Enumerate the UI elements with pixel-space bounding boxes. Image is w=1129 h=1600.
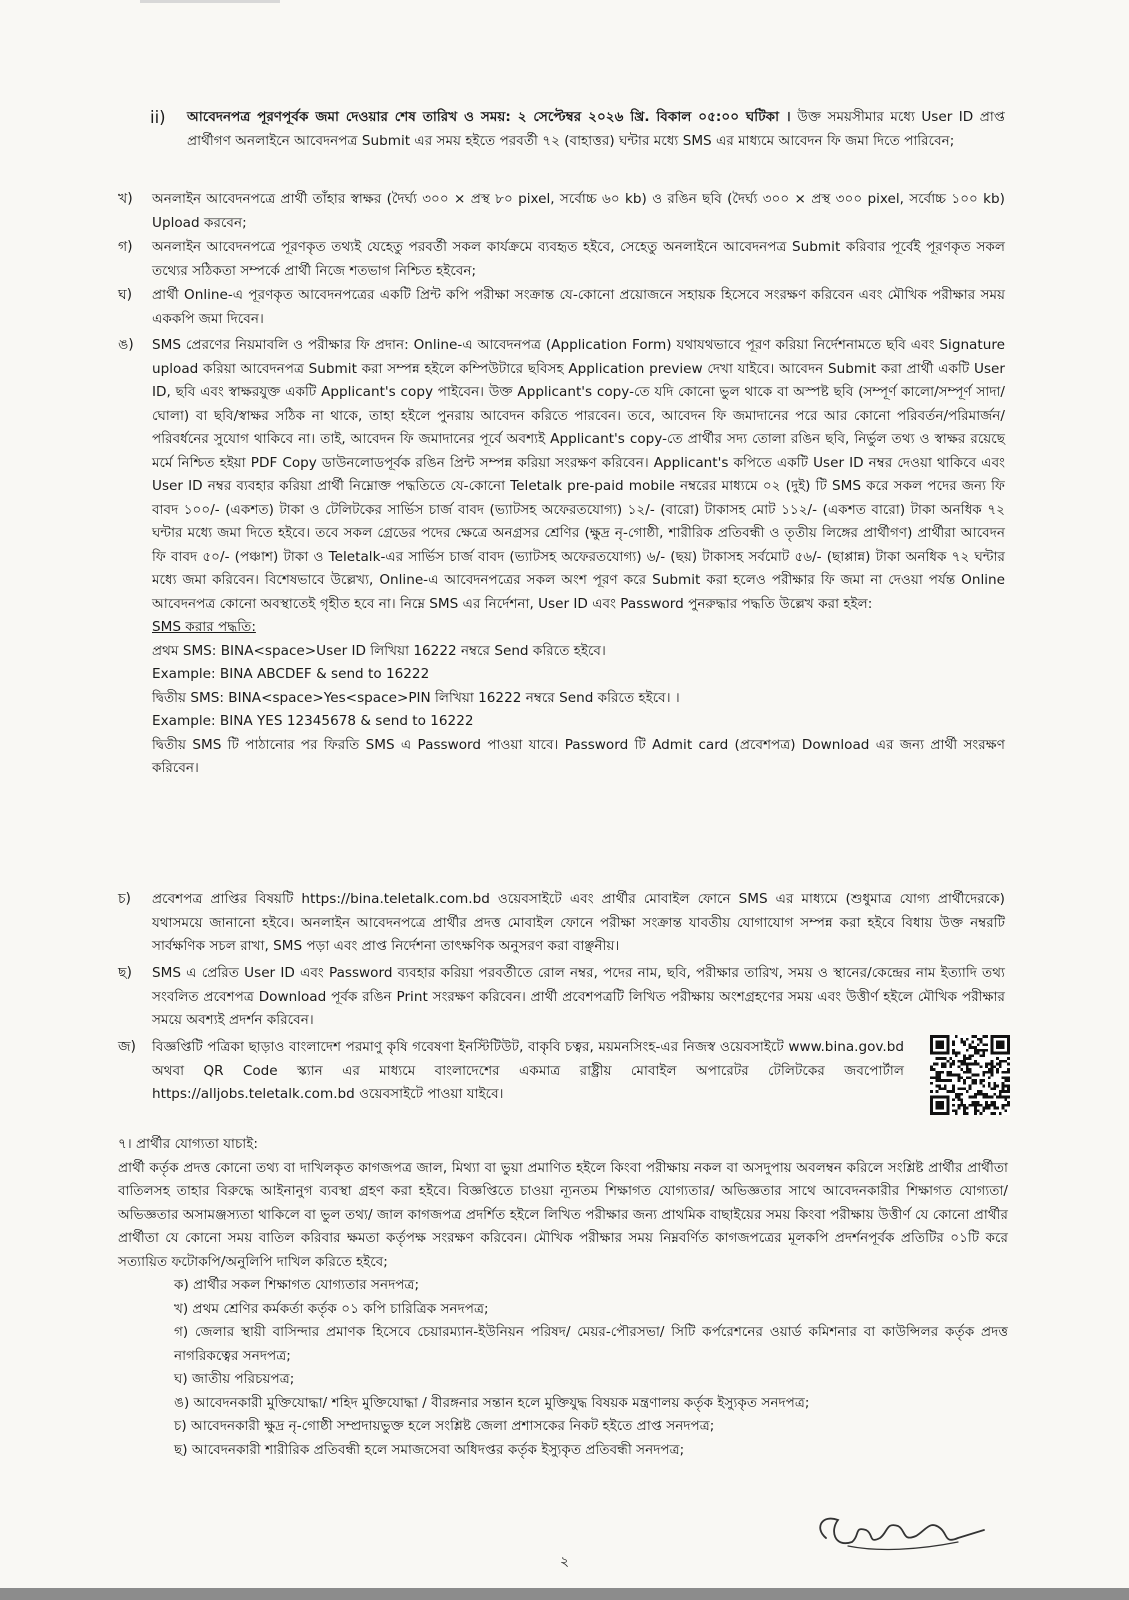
page-number: ২ bbox=[559, 1554, 570, 1570]
list-item: গ) জেলার স্থায়ী বাসিন্দার প্রমাণক হিসেবে চেয়ারম্যান-ইউনিয়ন পরিষদ/ মেয়র-পৌরসভা/ সিটি কর্পরেশনের ওয়ার্ড কমিশনার বা কাউন্সিলর কর্তৃক প্রদত্ত নাগরিকত্বের সনদপত্র; bbox=[174, 1324, 1008, 1364]
scan-edge-bar bbox=[0, 1588, 1129, 1600]
qr-code-icon bbox=[930, 1035, 1010, 1115]
item-ii-deadline: আবেদনপত্র পূরণপূর্বক জমা দেওয়ার শেষ তারিখ ও সময়: ২ সেপ্টেম্বর ২০২৬ খ্রি. বিকাল ০৫:০০ ঘটিকা । bbox=[187, 109, 791, 125]
item-ii-marker: ii) bbox=[150, 108, 166, 127]
item-chha-marker: ছ) bbox=[118, 965, 132, 981]
sms-method-title: SMS করার পদ্ধতি: bbox=[152, 619, 256, 635]
item-ja-marker: জ) bbox=[118, 1039, 136, 1055]
list-item: চ) আবেদনকারী ক্ষুদ্র নৃ-গোষ্ঠী সম্প্রদায়ভুক্ত হলে সংশ্লিষ্ট জেলা প্রশাসকের নিকট হইতে প্রাপ্ত সনদপত্র; bbox=[174, 1418, 715, 1434]
list-item: খ) প্রথম শ্রেণির কর্মকর্তা কর্তৃক ০১ কপি চারিত্রিক সনদপত্র; bbox=[174, 1300, 489, 1317]
item-ja-text: বিজ্ঞপ্তিটি পত্রিকা ছাড়াও বাংলাদেশ পরমাণু কৃষি গবেষণা ইনস্টিটিউট, বাকৃবি চত্বর, ময়মনসিংহ-এর নিজস্ব ওয়েবসাইটে www.bina.gov.bd অথবা QR Code স্ক্যান এর মাধ্যমে বাংলাদেশের একমাত্র রাষ্ট্রীয় মোবাইল অপারেটর টেলিটকের জবপোর্টাল https://alljobs.teletalk.com.bd ওয়েবসাইটে পাওয়া যাইবে। bbox=[152, 1039, 904, 1102]
sms-fee-instructions: SMS প্রেরণের নিয়মাবলি ও পরীক্ষার ফি প্রদান: Online-এ আবেদনপত্র (Application Form) যথাযথভাবে পূরণ করিয়া নির্দেশনামতে ছবি এবং Signature upload করিয়া আবেদনপত্র Submit করা সম্পন্ন হইলে কম্পিউটারে ছবিসহ Application preview দেখা যাইবে। আবেদন Submit করা প্রার্থী একটি User ID, ছবি এবং স্বাক্ষরযুক্ত একটি Applicant's copy পাইবেন। উক্ত Applicant's copy-তে যদি কোনো ভুল থাকে বা অস্পষ্ট ছবি (সম্পূর্ণ কালো/সম্পূর্ণ সাদা/ঘোলা) বা ছবি/স্বাক্ষর সঠিক না থাকে, তাহা হইলে পুনরায় আবেদন করিতে পারবেন। তবে, আবেদন ফি জমাদানের পরে আর কোনো পরিবর্তন/পরিমার্জন/পরিবর্ধনের সুযোগ থাকিবে না। তাই, আবেদন ফি জমাদানের পূর্বে অবশ্যই Applicant's copy-তে প্রার্থীর সদ্য তোলা রঙিন ছবি, নির্ভুল তথ্য ও স্বাক্ষর রয়েছে মর্মে নিশ্চিত হইয়া PDF Copy ডাউনলোডপূর্বক রঙিন প্রিন্ট সম্পন্ন করিয়া সংরক্ষণ করিবেন। Applicant's কপিতে একটি User ID নম্বর দেওয়া থাকিবে এবং User ID নম্বর ব্যবহার করিয়া প্রার্থী নিম্নোক্ত পদ্ধতিতে যে-কোনো Teletalk pre-paid mobile নম্বরের মাধ্যমে ০২ (দুই) টি SMS করে সকল পদের জন্য ফি বাবদ ১০০/- (একশত) টাকা ও টেলিটকের সার্ভিস চার্জ বাবদ (ভ্যাটসহ অফেরতযোগ্য) ১২/- (বারো) টাকাসহ মোট ১১২/- (একশত বারো) টাকা অনধিক ৭২ ঘন্টার মধ্যে জমা দিতে হইবে। তবে সকল গ্রেডের পদের ক্ষেত্রে অনগ্রসর শ্রেণির (ক্ষুদ্র নৃ-গোষ্ঠী, শারীরিক প্রতিবন্ধী ও তৃতীয় লিঙ্গের প্রার্থীগণ) প্রার্থীরা আবেদন ফি বাবদ ৫০/- (পঞ্চাশ) টাকা ও Teletalk-এর সার্ভিস চার্জ বাবদ (ভ্যাটসহ অফেরতযোগ্য) ৬/- (ছয়) টাকাসহ সর্বমোট ৫৬/- (ছাপ্পান্ন) টাকা অনধিক ৭২ ঘন্টার মধ্যে জমা করিবেন। বিশেষভাবে উল্লেখ্য, Online-এ আবেদনপত্রের সকল অংশ পূরণ করে Submit করা হলেও পরীক্ষার ফি জমা না দেওয়া পর্যন্ত Online আবেদনপত্র কোনো অবস্থাতেই গৃহীত হবে না। নিম্নে SMS এর নির্দেশনা, User ID এবং Password পুনরুদ্ধার পদ্ধতি উল্লেখ করা হইল: bbox=[152, 337, 1005, 612]
password-note: দ্বিতীয় SMS টি পাঠানোর পর ফিরতি SMS এ Password পাওয়া যাবে। Password টি Admit card (প্রবেশপত্র) Download এর জন্য প্রার্থী সংরক্ষণ করিবেন। bbox=[152, 736, 1005, 776]
item-cha-marker: চ) bbox=[118, 891, 132, 907]
item-uo-marker: ঙ) bbox=[118, 337, 134, 353]
top-edge-mark bbox=[140, 0, 280, 3]
section-7 bbox=[118, 1133, 1008, 1462]
item-chha-text: SMS এ প্রেরিত User ID এবং Password ব্যবহার করিয়া পরবর্তীতে রোল নম্বর, পদের নাম, ছবি, পরীক্ষার তারিখ, সময় ও স্থানের/কেন্দ্রের নাম ইত্যাদি তথ্য সংবলিত প্রবেশপত্র Download পূর্বক রঙিন Print সংরক্ষণ করিবেন। প্রার্থী প্রবেশপত্রটি লিখিত পরীক্ষায় অংশগ্রহণের সময় এবং উত্তীর্ণ হইলে মৌখিক পরীক্ষার সময়ে অবশ্যই প্রদর্শন করিবেন। bbox=[152, 965, 1005, 1028]
list-item: ছ) আবেদনকারী শারীরিক প্রতিবন্ধী হলে সমাজসেবা অধিদপ্তর কর্তৃক ইস্যুকৃত প্রতিবন্ধী সনদপত্র; bbox=[174, 1441, 685, 1458]
list-item: ঘ) জাতীয় পরিচয়পত্র; bbox=[174, 1371, 295, 1387]
item-ga-text: অনলাইন আবেদনপত্রে পূরণকৃত তথ্যই যেহেতু পরবর্তী সকল কার্যক্রমে ব্যবহৃত হইবে, সেহেতু অনলাইনে আবেদনপত্র Submit করিবার পূর্বেই পূরণকৃত সকল তথ্যের সঠিকতা সম্পর্কে প্রার্থী নিজে শতভাগ নিশ্চিত হইবেন; bbox=[152, 239, 1005, 279]
sms-step-2: দ্বিতীয় SMS: BINA<space>Yes<space>PIN লিখিয়া 16222 নম্বরে Send করিতে হইবে। । bbox=[152, 689, 680, 706]
item-kha-text: অনলাইন আবেদনপত্রে প্রার্থী তাঁহার স্বাক্ষর (দৈর্ঘ্য ৩০০ × প্রস্থ ৮০ pixel, সর্বোচ্চ ৬০ kb) ও রঙিন ছবি (দৈর্ঘ্য ৩০০ × প্রস্থ ৩০০ pixel, সর্বোচ্চ ১০০ kb) Upload করবেন; bbox=[152, 191, 1005, 231]
document-list bbox=[118, 1274, 1008, 1462]
sms-example-1: Example: BINA ABCDEF & send to 16222 bbox=[152, 666, 430, 682]
section-7-paragraph: প্রার্থী কর্তৃক প্রদত্ত কোনো তথ্য বা দাখিলকৃত কাগজপত্র জাল, মিথ্যা বা ভুয়া প্রমাণিত হইলে কিংবা পরীক্ষায় নকল বা অসদুপায় অবলম্বন করিলে সংশ্লিষ্ট প্রার্থীর প্রার্থীতা বাতিলসহ তাহার বিরুদ্ধে আইনানুগ ব্যবস্থা গ্রহণ করা হইবে। বিজ্ঞপ্তিতে চাওয়া ন্যূনতম শিক্ষাগত যোগ্যতার/ অভিজ্ঞতার সাথে আবেদনকারীর শিক্ষাগত যোগ্যতা/ অভিজ্ঞতার অসামঞ্জস্যতা থাকিলে বা ভুল তথ্য/ জাল কাগজপত্র প্রদর্শিত হইলে লিখিত পরীক্ষার জন্য প্রাথমিক বাছাইয়ের সময় কিংবা পরীক্ষায় উত্তীর্ণ যে কোনো প্রার্থীর প্রার্থীতা যে কোনো সময় বাতিল করিবার ক্ষমতা কর্তৃপক্ষ সংরক্ষণ করিবেন। মৌখিক পরীক্ষার সময় নিম্নবর্ণিত কাগজপত্রের মূলকপি প্রদর্শনপূর্বক প্রতিটির ০১টি করে সত্যায়িত ফটোকপি/অনুলিপি দাখিল করিতে হইবে; bbox=[118, 1159, 1008, 1270]
item-gha-marker: ঘ) bbox=[118, 287, 133, 303]
item-kha-marker: খ) bbox=[118, 191, 133, 207]
list-item: ঙ) আবেদনকারী মুক্তিযোদ্ধা/ শহিদ মুক্তিযোদ্ধা / বীরঙ্গনার সন্তান হলে মুক্তিযুদ্ধ বিষয়ক মন্ত্রণালয় কর্তৃক ইস্যুকৃত সনদপত্র; bbox=[174, 1394, 810, 1411]
sms-example-2: Example: BINA YES 12345678 & send to 16222 bbox=[152, 713, 474, 729]
item-gha-text: প্রার্থী Online-এ পূরণকৃত আবেদনপত্রের একটি প্রিন্ট কপি পরীক্ষা সংক্রান্ত যে-কোনো প্রয়োজনে সহায়ক হিসেবে সংরক্ষণ করিবেন এবং মৌখিক পরীক্ষার সময় এককপি জমা দিবেন। bbox=[152, 287, 1005, 327]
signature-mark bbox=[808, 1508, 996, 1556]
sms-step-1: প্রথম SMS: BINA<space>User ID লিখিয়া 16222 নম্বরে Send করিতে হইবে। bbox=[152, 642, 606, 659]
item-cha-text: প্রবেশপত্র প্রাপ্তির বিষয়টি https://bina.teletalk.com.bd ওয়েবসাইটে এবং প্রার্থীর মোবাইল ফোনে SMS এর মাধ্যমে (শুধুমাত্র যোগ্য প্রার্থীদেরকে) যথাসময়ে জানানো হইবে। অনলাইন আবেদনপত্রে প্রার্থীর প্রদত্ত মোবাইল ফোনে পরীক্ষা সংক্রান্ত যাবতীয় যোগাযোগ সম্পন্ন করা হইবে বিধায় উক্ত নম্বরটি সার্বক্ষণিক সচল রাখা, SMS পড়া এবং প্রাপ্ত নির্দেশনা তাৎক্ষণিক অনুসরণ করা বাঞ্ছনীয়। bbox=[152, 891, 1005, 954]
section-7-title: ৭। প্রার্থীর যোগ্যতা যাচাই: bbox=[118, 1136, 258, 1152]
list-item: ক) প্রার্থীর সকল শিক্ষাগত যোগ্যতার সনদপত্র; bbox=[174, 1277, 420, 1293]
item-uo bbox=[152, 334, 1005, 781]
item-ii-text: উক্ত সময়সীমার মধ্যে User ID প্রাপ্ত প্রার্থীগণ অনলাইনে আবেদনপত্র Submit এর সময় হইতে পরবর্তী ৭২ (বাহাত্তর) ঘন্টার মধ্যে SMS এর মাধ্যমে আবেদন ফি জমা দিতে পারিবেন; bbox=[187, 109, 1005, 149]
item-ii bbox=[187, 106, 1005, 153]
item-ga-marker: গ) bbox=[118, 239, 133, 255]
